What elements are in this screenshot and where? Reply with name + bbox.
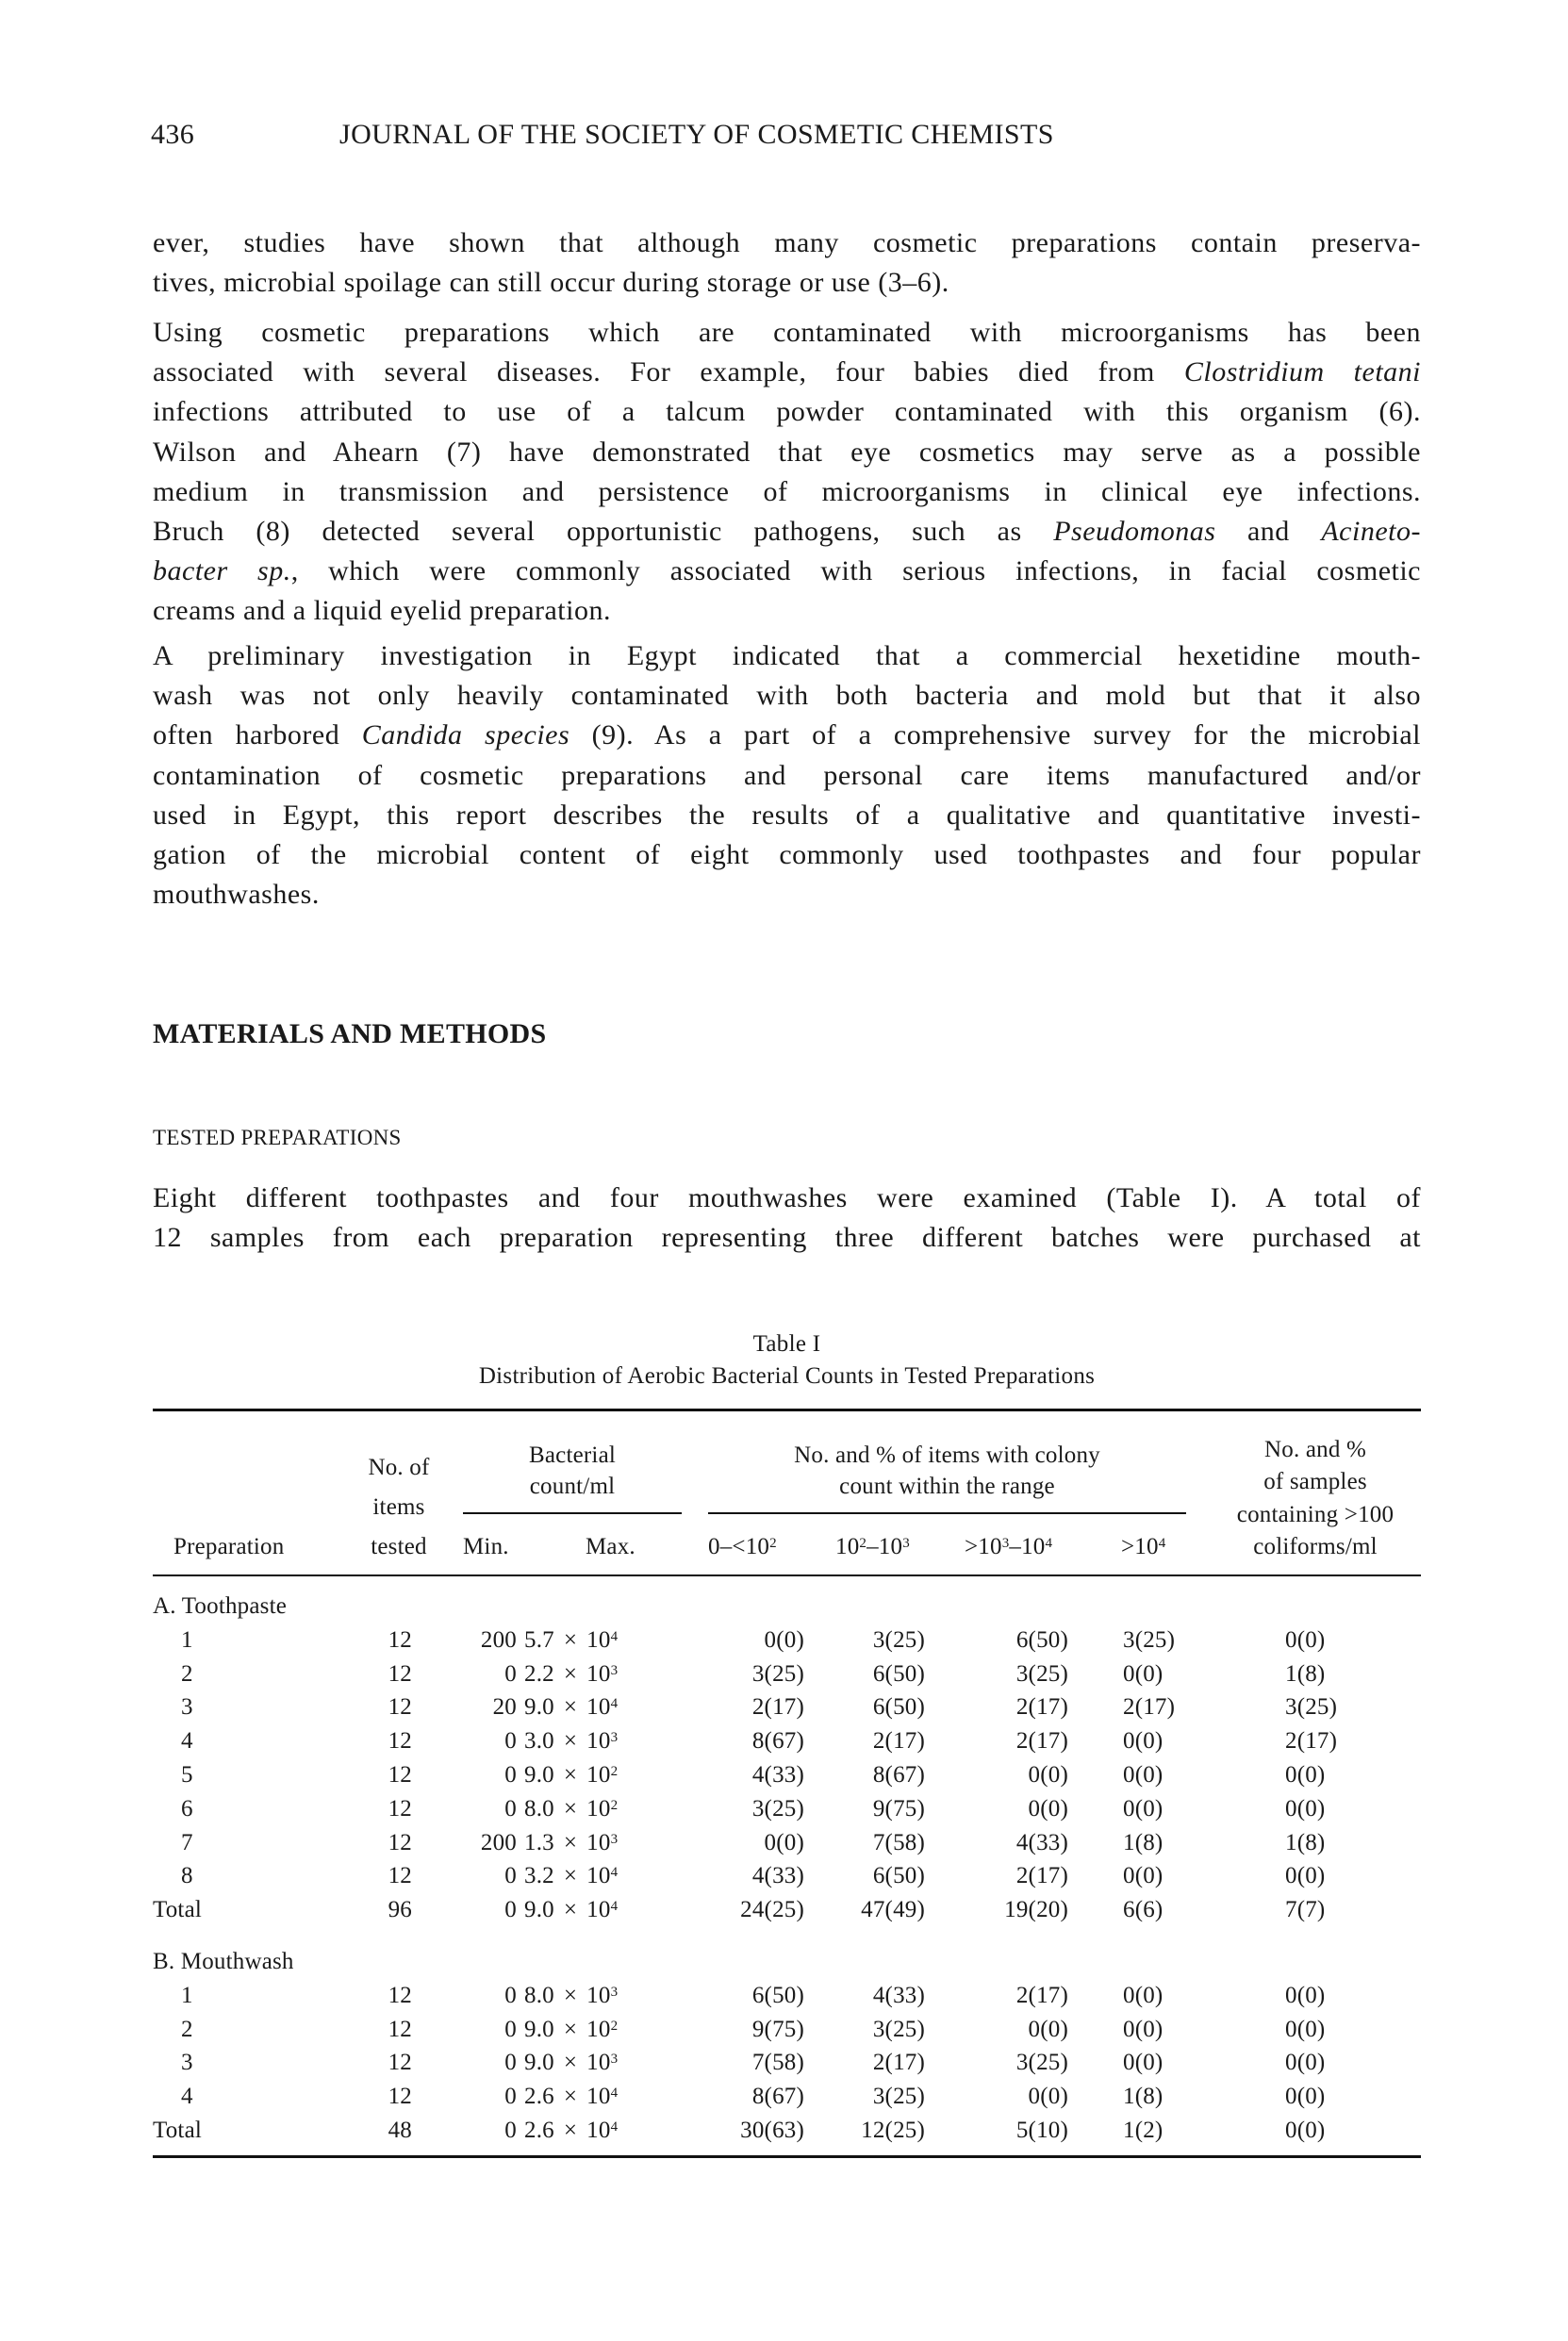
table-bottom-rule — [153, 2155, 1421, 2158]
text-run: and — [1215, 516, 1322, 547]
cell-range-2: 47(49) — [861, 1897, 925, 1923]
cell-preparation: 7 — [181, 1829, 193, 1855]
italic-taxon: Candida species — [361, 719, 570, 751]
cell-coliforms: 2(17) — [1285, 1728, 1338, 1755]
cell-preparation: 8 — [181, 1863, 193, 1889]
cell-max: $9.0 \times 10^2$ — [524, 2016, 619, 2042]
table-title: Distribution of Aerobic Bacterial Counts in Tested Preparations — [478, 1363, 1096, 1389]
section-heading: MATERIALS AND METHODS — [153, 1018, 547, 1049]
italic-taxon: Acineto- — [1321, 516, 1421, 547]
cell-range-4: 0(0) — [1123, 2050, 1164, 2076]
col-header-items-line1: No. of — [368, 1455, 430, 1480]
text-run: (9). As a part of a comprehensive survey for the microbial — [569, 719, 1421, 751]
cell-range-4: 0(0) — [1123, 1762, 1164, 1788]
cell-coliforms: 0(0) — [1285, 1626, 1326, 1653]
cell-range-2: 7(58) — [872, 1829, 925, 1855]
cell-range-4: 0(0) — [1123, 1728, 1164, 1755]
col-header-range-3: $>10^3-10^4$ — [965, 1534, 1053, 1559]
cell-range-3: 2(17) — [1015, 1694, 1068, 1721]
text-line — [153, 355, 1421, 389]
cell-coliforms: 0(0) — [1285, 1863, 1326, 1889]
cell-range-2: 6(50) — [872, 1694, 925, 1721]
cell-range-4: 0(0) — [1123, 1982, 1164, 2008]
cell-items-tested: 12 — [388, 1694, 412, 1721]
cell-max: $9.0 \times 10^4$ — [524, 1694, 619, 1721]
text-line: Wilson and Ahearn (7) have demonstrated that eye cosmetics may serve as a possible — [153, 436, 1421, 468]
text-line: ever, studies have shown that although many cosmetic preparations contain preserva- — [153, 227, 1421, 258]
col-header-coliforms-line2: of samples — [1263, 1469, 1367, 1494]
cell-preparation: 5 — [181, 1762, 193, 1788]
group-label: B. Mouthwash — [153, 1949, 294, 1974]
italic-taxon: Clostridium tetani — [1183, 356, 1422, 388]
cell-max: $8.0 \times 10^3$ — [524, 1982, 619, 2008]
cell-range-1: 0(0) — [764, 1829, 804, 1855]
cell-preparation: 4 — [181, 2084, 193, 2110]
journal-title: JOURNAL OF THE SOCIETY OF COSMETIC CHEMISTS — [339, 119, 1054, 150]
cell-max: $3.0 \times 10^3$ — [524, 1728, 619, 1755]
cell-preparation: 3 — [181, 2050, 193, 2076]
italic-taxon: Pseudomonas — [1053, 516, 1216, 547]
cell-max: $2.6 \times 10^4$ — [524, 2084, 619, 2110]
col-header-coliforms-line3: containing >100 — [1236, 1502, 1395, 1527]
text-line: tives, microbial spoilage can still occur during storage or use (3–6). — [153, 267, 949, 299]
cell-range-3: 2(17) — [1015, 1863, 1068, 1889]
cell-min: 0 — [504, 1762, 517, 1788]
text-line: infections attributed to use of a talcum powder contaminated with this organism (6). — [153, 396, 1421, 428]
cell-preparation: 6 — [181, 1795, 193, 1822]
count-subheader-rule — [463, 1512, 682, 1514]
cell-range-3: 0(0) — [1028, 2016, 1068, 2042]
col-header-range-4: $>10^4$ — [1121, 1534, 1166, 1559]
cell-range-2: 6(50) — [872, 1863, 925, 1889]
table-top-rule — [153, 1409, 1421, 1411]
cell-range-3: 0(0) — [1028, 1795, 1068, 1822]
text-line — [153, 554, 1421, 588]
cell-range-2: 9(75) — [872, 1795, 925, 1822]
col-header-items-line2: items — [372, 1494, 425, 1520]
cell-min: 20 — [492, 1694, 517, 1721]
cell-min: 0 — [504, 1660, 517, 1687]
cell-range-1: 9(75) — [751, 2016, 804, 2042]
text-run: often harbored — [153, 719, 362, 751]
cell-range-4: 3(25) — [1123, 1626, 1176, 1653]
cell-coliforms: 1(8) — [1285, 1660, 1326, 1687]
cell-range-2: 6(50) — [872, 1660, 925, 1687]
cell-items-tested: 12 — [388, 1660, 412, 1687]
cell-coliforms: 0(0) — [1285, 2050, 1326, 2076]
table-header-rule — [153, 1574, 1421, 1576]
cell-range-3: 3(25) — [1015, 2050, 1068, 2076]
cell-range-4: 0(0) — [1123, 1795, 1164, 1822]
cell-min: 0 — [504, 1728, 517, 1755]
cell-max: $9.0 \times 10^3$ — [524, 2050, 619, 2076]
cell-range-3: 19(20) — [1004, 1897, 1068, 1923]
cell-range-3: 5(10) — [1015, 2118, 1068, 2143]
cell-items-tested: 12 — [388, 2050, 412, 2076]
cell-coliforms: 0(0) — [1285, 2016, 1326, 2042]
cell-coliforms: 7(7) — [1285, 1897, 1326, 1923]
text-line: contamination of cosmetic preparations and personal care items manufactured and/or — [153, 759, 1421, 791]
col-header-range-line2: count within the range — [839, 1474, 1055, 1499]
cell-min: 0 — [504, 1897, 517, 1923]
text-run: , which were commonly associated with serious infections, in facial cosmetic — [290, 555, 1421, 587]
page-number: 436 — [151, 119, 195, 150]
cell-min: 200 — [480, 1626, 517, 1653]
cell-range-1: 6(50) — [751, 1982, 804, 2008]
cell-items-tested: 12 — [388, 2016, 412, 2042]
cell-range-3: 0(0) — [1028, 2084, 1068, 2110]
cell-range-1: 30(63) — [740, 2118, 804, 2143]
cell-min: 0 — [504, 1863, 517, 1889]
cell-coliforms: 0(0) — [1285, 2118, 1326, 2143]
cell-items-tested: 12 — [388, 1762, 412, 1788]
cell-range-4: 0(0) — [1123, 1863, 1164, 1889]
col-header-coliforms-line1: No. and % — [1263, 1437, 1367, 1462]
cell-items-tested: 12 — [388, 1982, 412, 2008]
cell-range-1: 0(0) — [764, 1626, 804, 1653]
cell-range-1: 3(25) — [751, 1660, 804, 1687]
cell-preparation: 4 — [181, 1728, 193, 1755]
cell-range-3: 0(0) — [1028, 1762, 1068, 1788]
cell-range-2: 3(25) — [872, 1626, 925, 1653]
cell-max: $5.7 \times 10^4$ — [524, 1626, 619, 1653]
cell-range-4: 2(17) — [1123, 1694, 1176, 1721]
cell-coliforms: 0(0) — [1285, 1795, 1326, 1822]
text-line: Using cosmetic preparations which are contaminated with microorganisms has been — [153, 317, 1421, 348]
cell-range-2: 3(25) — [872, 2016, 925, 2042]
col-header-items-line3: tested — [371, 1534, 427, 1559]
cell-coliforms: 0(0) — [1285, 2084, 1326, 2110]
range-subheader-rule — [708, 1512, 1186, 1514]
col-header-count-line1: Bacterial — [528, 1443, 617, 1468]
cell-range-2: 12(25) — [861, 2118, 925, 2143]
cell-range-1: 4(33) — [751, 1762, 804, 1788]
text-line — [153, 718, 1421, 752]
cell-preparation: 2 — [181, 1660, 193, 1687]
cell-preparation: 1 — [181, 1982, 193, 2008]
cell-max: $9.0 \times 10^4$ — [524, 1897, 619, 1923]
cell-max: $2.6 \times 10^4$ — [524, 2118, 619, 2143]
text-line: gation of the microbial content of eight commonly used toothpastes and four popular — [153, 839, 1421, 870]
cell-min: 0 — [504, 1982, 517, 2008]
col-header-coliforms-line4: coliforms/ml — [1253, 1534, 1378, 1559]
cell-min: 0 — [504, 2050, 517, 2076]
text-line: Eight different toothpastes and four mouthwashes were examined (Table I). A total of — [153, 1182, 1421, 1213]
cell-range-1: 2(17) — [751, 1694, 804, 1721]
cell-items-tested: 12 — [388, 1829, 412, 1855]
cell-range-1: 4(33) — [751, 1863, 804, 1889]
cell-items-tested: 12 — [388, 1795, 412, 1822]
cell-range-4: 6(6) — [1123, 1897, 1164, 1923]
cell-range-2: 3(25) — [872, 2084, 925, 2110]
cell-range-1: 8(67) — [751, 1728, 804, 1755]
col-header-range-2: $10^2-10^3$ — [835, 1534, 910, 1559]
cell-range-3: 3(25) — [1015, 1660, 1068, 1687]
cell-range-4: 1(8) — [1123, 1829, 1164, 1855]
cell-items-tested: 12 — [388, 2084, 412, 2110]
cell-range-1: 3(25) — [751, 1795, 804, 1822]
cell-min: 0 — [504, 2016, 517, 2042]
cell-coliforms: 3(25) — [1285, 1694, 1338, 1721]
cell-items-tested: 12 — [388, 1728, 412, 1755]
cell-max: $8.0 \times 10^2$ — [524, 1795, 619, 1822]
cell-preparation: 1 — [181, 1626, 193, 1653]
cell-coliforms: 1(8) — [1285, 1829, 1326, 1855]
cell-preparation: Total — [153, 1897, 203, 1923]
cell-max: $3.2 \times 10^4$ — [524, 1863, 619, 1889]
col-header-range-1: $0-<10^2$ — [708, 1534, 777, 1559]
col-header-count-line2: count/ml — [529, 1474, 616, 1499]
cell-max: $2.2 \times 10^3$ — [524, 1660, 619, 1687]
text-line: used in Egypt, this report describes the results of a qualitative and quantitative investi- — [153, 799, 1421, 831]
cell-range-4: 0(0) — [1123, 2016, 1164, 2042]
col-header-preparation: Preparation — [173, 1534, 285, 1559]
cell-range-2: 8(67) — [872, 1762, 925, 1788]
text-line — [153, 515, 1421, 549]
cell-range-2: 4(33) — [872, 1982, 925, 2008]
cell-range-4: 0(0) — [1123, 1660, 1164, 1687]
text-line: wash was not only heavily contaminated with both bacteria and mold but that it also — [153, 680, 1421, 712]
subsection-heading: TESTED PREPARATIONS — [153, 1126, 402, 1149]
cell-max: $9.0 \times 10^2$ — [524, 1762, 619, 1788]
cell-min: 0 — [504, 2084, 517, 2110]
cell-range-2: 2(17) — [872, 2050, 925, 2076]
cell-range-1: 7(58) — [751, 2050, 804, 2076]
text-run: associated with several diseases. For example, four babies died from — [153, 356, 1184, 388]
text-line: mouthwashes. — [153, 879, 320, 911]
cell-coliforms: 0(0) — [1285, 1762, 1326, 1788]
table-label: Table I — [752, 1331, 821, 1357]
text-line: A preliminary investigation in Egypt indicated that a commercial hexetidine mouth- — [153, 640, 1421, 671]
text-line: 12 samples from each preparation representing three different batches were purchased at — [153, 1222, 1421, 1254]
cell-preparation: 3 — [181, 1694, 193, 1721]
cell-min: 200 — [480, 1829, 517, 1855]
cell-items-tested: 12 — [388, 1863, 412, 1889]
cell-min: 0 — [504, 2118, 517, 2143]
cell-range-4: 1(2) — [1123, 2118, 1164, 2143]
cell-range-4: 1(8) — [1123, 2084, 1164, 2110]
col-header-max: Max. — [586, 1534, 635, 1559]
text-run: Bruch (8) detected several opportunistic pathogens, such as — [153, 516, 1054, 547]
cell-range-3: 2(17) — [1015, 1982, 1068, 2008]
cell-range-2: 2(17) — [872, 1728, 925, 1755]
cell-items-tested: 96 — [388, 1897, 412, 1923]
text-line: medium in transmission and persistence of microorganisms in clinical eye infections. — [153, 475, 1421, 507]
col-header-range-line1: No. and % of items with colony — [794, 1443, 1100, 1468]
cell-range-3: 4(33) — [1015, 1829, 1068, 1855]
cell-range-1: 24(25) — [740, 1897, 804, 1923]
group-label: A. Toothpaste — [153, 1593, 288, 1619]
cell-max: $1.3 \times 10^3$ — [524, 1829, 619, 1855]
text-line: creams and a liquid eyelid preparation. — [153, 595, 611, 627]
cell-preparation: 2 — [181, 2016, 193, 2042]
cell-items-tested: 12 — [388, 1626, 412, 1653]
cell-range-3: 2(17) — [1015, 1728, 1068, 1755]
italic-taxon: bacter sp. — [153, 555, 291, 587]
cell-min: 0 — [504, 1795, 517, 1822]
cell-coliforms: 0(0) — [1285, 1982, 1326, 2008]
col-header-min: Min. — [463, 1534, 509, 1559]
cell-items-tested: 48 — [388, 2118, 412, 2143]
cell-range-3: 6(50) — [1015, 1626, 1068, 1653]
cell-range-1: 8(67) — [751, 2084, 804, 2110]
cell-preparation: Total — [153, 2118, 203, 2143]
